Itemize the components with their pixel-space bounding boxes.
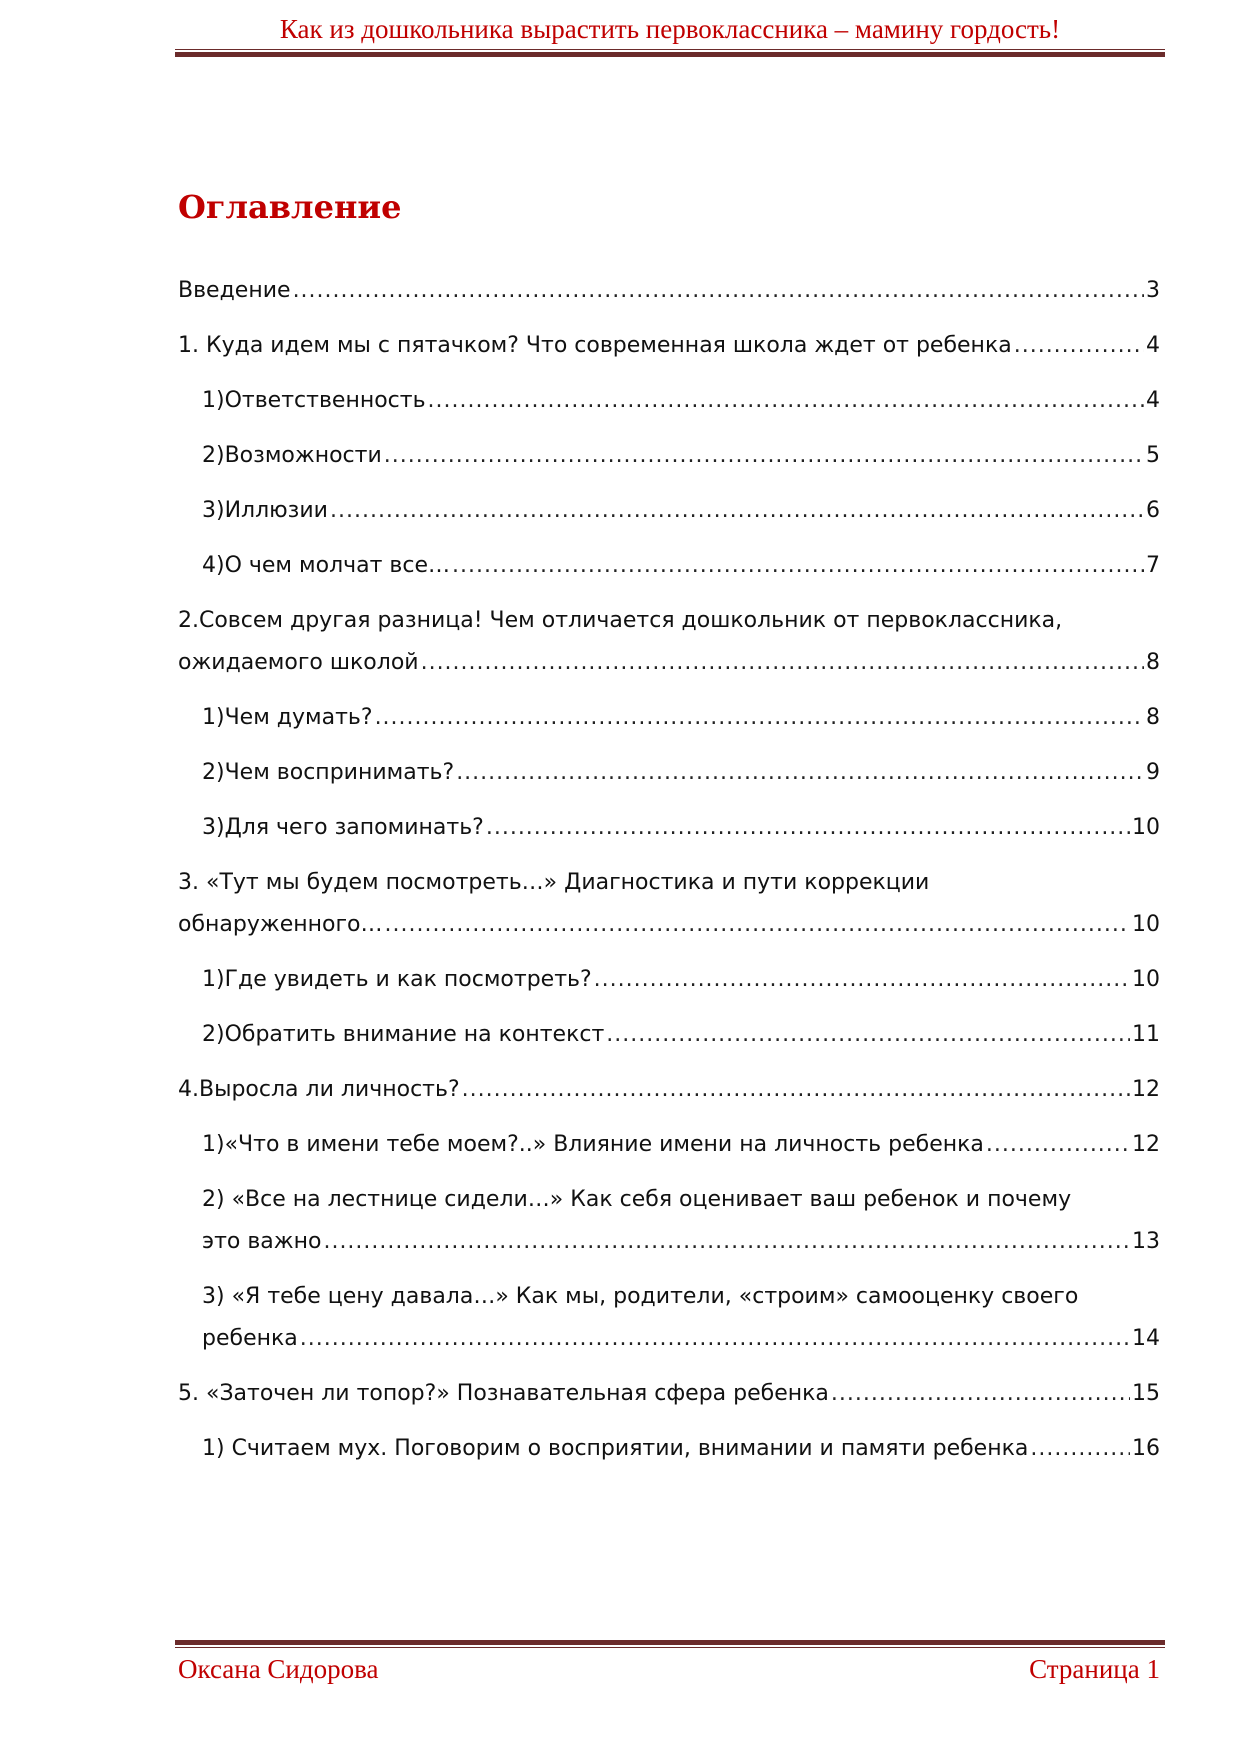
toc-entry-title: ребенка (202, 1326, 298, 1351)
toc-entry-title: 3)Для чего запоминать? (202, 815, 484, 840)
toc-entry[interactable] (178, 752, 1160, 794)
toc-entry-line (178, 642, 1160, 684)
toc-entry-line (202, 697, 1160, 739)
toc-entry-title-line: 2.Совсем другая разница! Чем отличается дошкольник от первоклассника, (178, 608, 1063, 633)
toc-entry[interactable] (178, 1428, 1160, 1470)
toc-entry[interactable] (178, 1069, 1160, 1111)
toc-entry-title: 5. «Заточен ли топор?» Познавательная сфера ребенка (178, 1381, 829, 1406)
toc-entry-title: это важно (202, 1229, 322, 1254)
toc-entry[interactable] (178, 862, 1160, 946)
toc-entry[interactable] (178, 325, 1160, 367)
toc-dot-leader (486, 807, 1130, 849)
toc-heading: Оглавление (178, 188, 402, 226)
toc-entry-page-number: 8 (1146, 650, 1160, 675)
toc-entry-line (202, 1221, 1160, 1263)
toc-entry-line (202, 1428, 1160, 1470)
toc-entry-title-line: 3. «Тут мы будем посмотреть…» Диагностика и пути коррекции (178, 870, 930, 895)
toc-entry[interactable] (178, 1276, 1160, 1360)
header-rule-thin (175, 49, 1165, 50)
toc-entry-line (202, 380, 1160, 422)
toc-dot-leader (384, 904, 1130, 946)
toc-entry-title: 1)«Что в имени тебе моем?..» Влияние имени на личность ребенка (202, 1132, 984, 1157)
footer-rule-thick (175, 1640, 1165, 1645)
toc-entry-line (202, 752, 1160, 794)
footer-rule-thin (175, 1647, 1165, 1648)
toc-dot-leader (462, 1069, 1130, 1111)
toc-entry-page-number: 7 (1146, 553, 1160, 578)
toc-entry-line (202, 1318, 1160, 1360)
toc-entry-title: 2)Возможности (202, 443, 382, 468)
toc-entry-title-line: 2) «Все на лестнице сидели…» Как себя оценивает ваш ребенок и почему (202, 1187, 1072, 1212)
toc-entry-title: 2)Обратить внимание на контекст (202, 1022, 605, 1047)
toc-entry-title: 3)Иллюзии (202, 498, 328, 523)
toc-entry-line (178, 904, 1160, 946)
header-title: Как из дошкольника вырастить первоклассника – мамину гордость! (279, 14, 1061, 44)
toc-entry-page-number: 12 (1132, 1077, 1160, 1102)
toc-dot-leader (606, 1014, 1130, 1056)
toc-dot-leader (1030, 1428, 1130, 1470)
toc-dot-leader (384, 435, 1144, 477)
toc-entry-page-number: 4 (1146, 333, 1160, 358)
toc-entry-page-number: 13 (1132, 1229, 1160, 1254)
toc-entry[interactable] (178, 1179, 1160, 1263)
toc-entry-title: 4)О чем молчат все… (202, 553, 451, 578)
toc-entry[interactable] (178, 807, 1160, 849)
toc-entry[interactable] (178, 545, 1160, 587)
toc-entry-page-number: 14 (1132, 1326, 1160, 1351)
toc-dot-leader (375, 697, 1144, 739)
toc-entry[interactable] (178, 380, 1160, 422)
toc-entry-title: 1)Где увидеть и как посмотреть? (202, 967, 592, 992)
toc-entry-line (202, 545, 1160, 587)
toc-entry-title: 1)Чем думать? (202, 705, 373, 730)
toc-dot-leader (456, 752, 1144, 794)
toc-dot-leader (293, 270, 1144, 312)
toc-entry[interactable] (178, 1124, 1160, 1166)
toc-entry-title: 2)Чем воспринимать? (202, 760, 455, 785)
toc-entry-line (202, 1124, 1160, 1166)
toc-entry[interactable] (178, 270, 1160, 312)
toc-entry-title: 1)Ответственность (202, 388, 426, 413)
toc-entry[interactable] (178, 1014, 1160, 1056)
toc-entry-title: ожидаемого школой (178, 650, 419, 675)
toc-entry-page-number: 3 (1146, 278, 1160, 303)
toc-entry[interactable] (178, 490, 1160, 532)
toc-dot-leader (594, 959, 1130, 1001)
toc-dot-leader (300, 1318, 1130, 1360)
toc-entry-page-number: 10 (1132, 912, 1160, 937)
toc-entry-page-number: 11 (1132, 1022, 1160, 1047)
toc-entry-line (202, 959, 1160, 1001)
toc-entry-line (178, 1373, 1160, 1415)
toc-entry-line (202, 807, 1160, 849)
toc-dot-leader (986, 1124, 1130, 1166)
toc-entry-line (178, 270, 1160, 312)
toc-dot-leader (831, 1373, 1130, 1415)
toc-entry-title: 4.Выросла ли личность? (178, 1077, 460, 1102)
toc-entry[interactable] (178, 959, 1160, 1001)
toc-entry-page-number: 15 (1132, 1381, 1160, 1406)
toc-entry-page-number: 5 (1146, 443, 1160, 468)
toc-entry-line (202, 435, 1160, 477)
table-of-contents (178, 270, 1160, 1483)
toc-entry-page-number: 12 (1132, 1132, 1160, 1157)
header-rule-thick (175, 52, 1165, 57)
toc-entry-page-number: 4 (1146, 388, 1160, 413)
toc-entry-title: обнаруженного… (178, 912, 383, 937)
toc-dot-leader (421, 642, 1144, 684)
toc-dot-leader (452, 545, 1144, 587)
toc-entry-page-number: 10 (1132, 815, 1160, 840)
toc-entry-line (202, 490, 1160, 532)
toc-entry-title: 1. Куда идем мы с пятачком? Что современная школа ждет от ребенка (178, 333, 1012, 358)
toc-entry-title: 1) Считаем мух. Поговорим о восприятии, внимании и памяти ребенка (202, 1436, 1029, 1461)
toc-entry-page-number: 10 (1132, 967, 1160, 992)
toc-dot-leader (1014, 325, 1144, 367)
toc-entry-line (178, 1069, 1160, 1111)
toc-entry[interactable] (178, 1373, 1160, 1415)
toc-dot-leader (428, 380, 1144, 422)
toc-entry-page-number: 8 (1146, 705, 1160, 730)
toc-entry-line (202, 1014, 1160, 1056)
toc-entry[interactable] (178, 435, 1160, 477)
toc-entry-page-number: 6 (1146, 498, 1160, 523)
toc-entry-page-number: 9 (1146, 760, 1160, 785)
toc-dot-leader (330, 490, 1144, 532)
toc-entry[interactable] (178, 600, 1160, 684)
toc-entry-title-line: 3) «Я тебе цену давала…» Как мы, родители, «строим» самооценку своего (202, 1284, 1079, 1309)
footer-page-number: Страница 1 (1029, 1654, 1160, 1684)
toc-entry-page-number: 16 (1132, 1436, 1160, 1461)
toc-entry-line (178, 325, 1160, 367)
toc-entry-title: Введение (178, 278, 291, 303)
toc-entry[interactable] (178, 697, 1160, 739)
toc-dot-leader (323, 1221, 1130, 1263)
footer-author: Оксана Сидорова (178, 1654, 379, 1684)
